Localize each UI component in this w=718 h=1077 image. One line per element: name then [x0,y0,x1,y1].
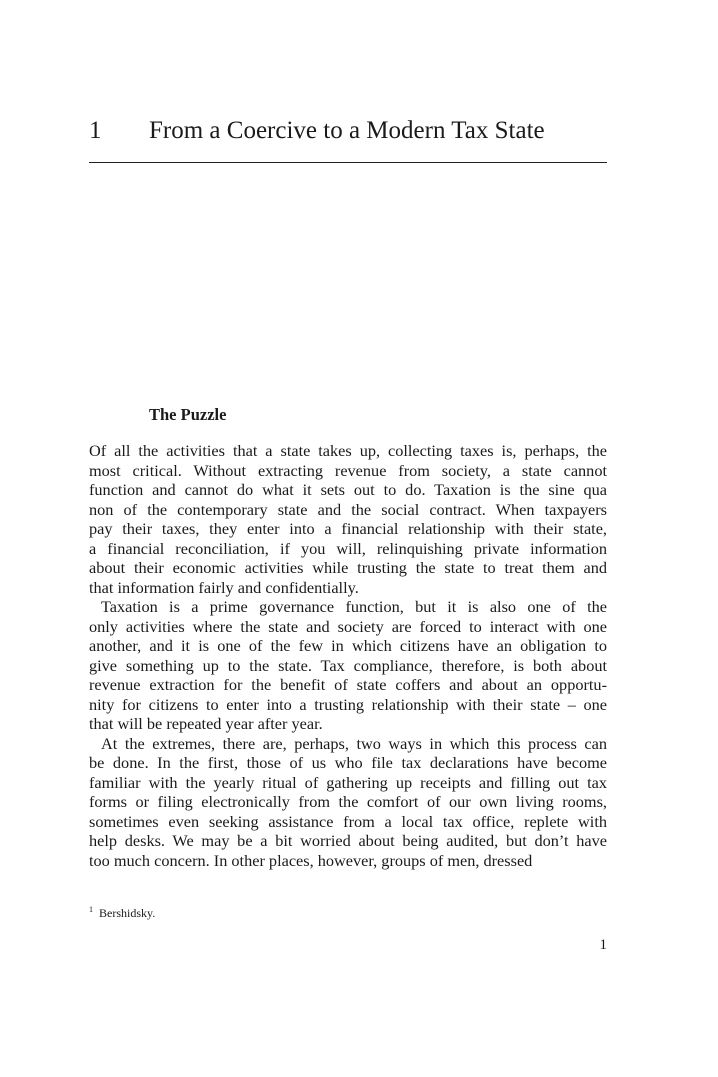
text-line: sometimes even seeking assistance from a local tax office, replete with [89,811,607,831]
footnote-text: Bershidsky. [99,906,156,920]
text-line: Of all the activities that a state takes up, collecting taxes is, perhaps, the [89,441,607,460]
text-line: most critical. Without extracting revenue from society, a state cannot [89,460,607,480]
text-line: non of the contemporary state and the social contract. When taxpayers [89,499,607,519]
paragraph [89,597,607,734]
text-line: help desks. We may be a bit worried about being audited, but don’t have [89,831,607,850]
paragraph [89,734,607,871]
text-line: Taxation is a prime governance function, but it is also one of the [101,597,607,616]
text-line: forms or filing electronically from the comfort of our own living rooms, [89,792,607,811]
footnote-marker: 1 [89,905,93,914]
text-line: give something up to the state. Tax compliance, therefore, is both about [89,655,607,675]
title-rule [89,162,607,163]
text-line: about their economic activities while trusting the state to treat them and [89,558,607,577]
text-line: a financial reconciliation, if you will, relinquishing private information [89,538,607,558]
text-line: that information fairly and confidentially. [89,577,359,597]
text-line: another, and it is one of the few in which citizens have an obligation to [89,636,607,655]
text-line: pay their taxes, they enter into a financial relationship with their state, [89,519,607,538]
text-line: familiar with the yearly ritual of gathering up receipts and filling out tax [89,772,607,792]
chapter-title: From a Coercive to a Modern Tax State [149,117,545,144]
text-line: At the extremes, there are, perhaps, two ways in which this process can [101,733,607,753]
paragraph [89,441,607,597]
text-line: function and cannot do what it sets out to do. Taxation is the sine qua [89,480,607,499]
text-line: nity for citizens to enter into a trusting relationship with their state – one [89,694,607,714]
text-line: revenue extraction for the benefit of state coffers and about an opportu- [89,675,607,694]
text-line: that will be repeated year after year. [89,714,323,733]
section-heading: The Puzzle [149,405,227,424]
text-line: be done. In the first, those of us who file tax declarations have become [89,753,607,772]
text-line: only activities where the state and society are forced to interact with one [89,616,607,636]
text-line: too much concern. In other places, however, groups of men, dressed [89,850,533,870]
chapter-number: 1 [89,117,102,144]
page-number: 1 [599,937,607,953]
body-text [89,441,607,870]
footnote [89,905,155,921]
